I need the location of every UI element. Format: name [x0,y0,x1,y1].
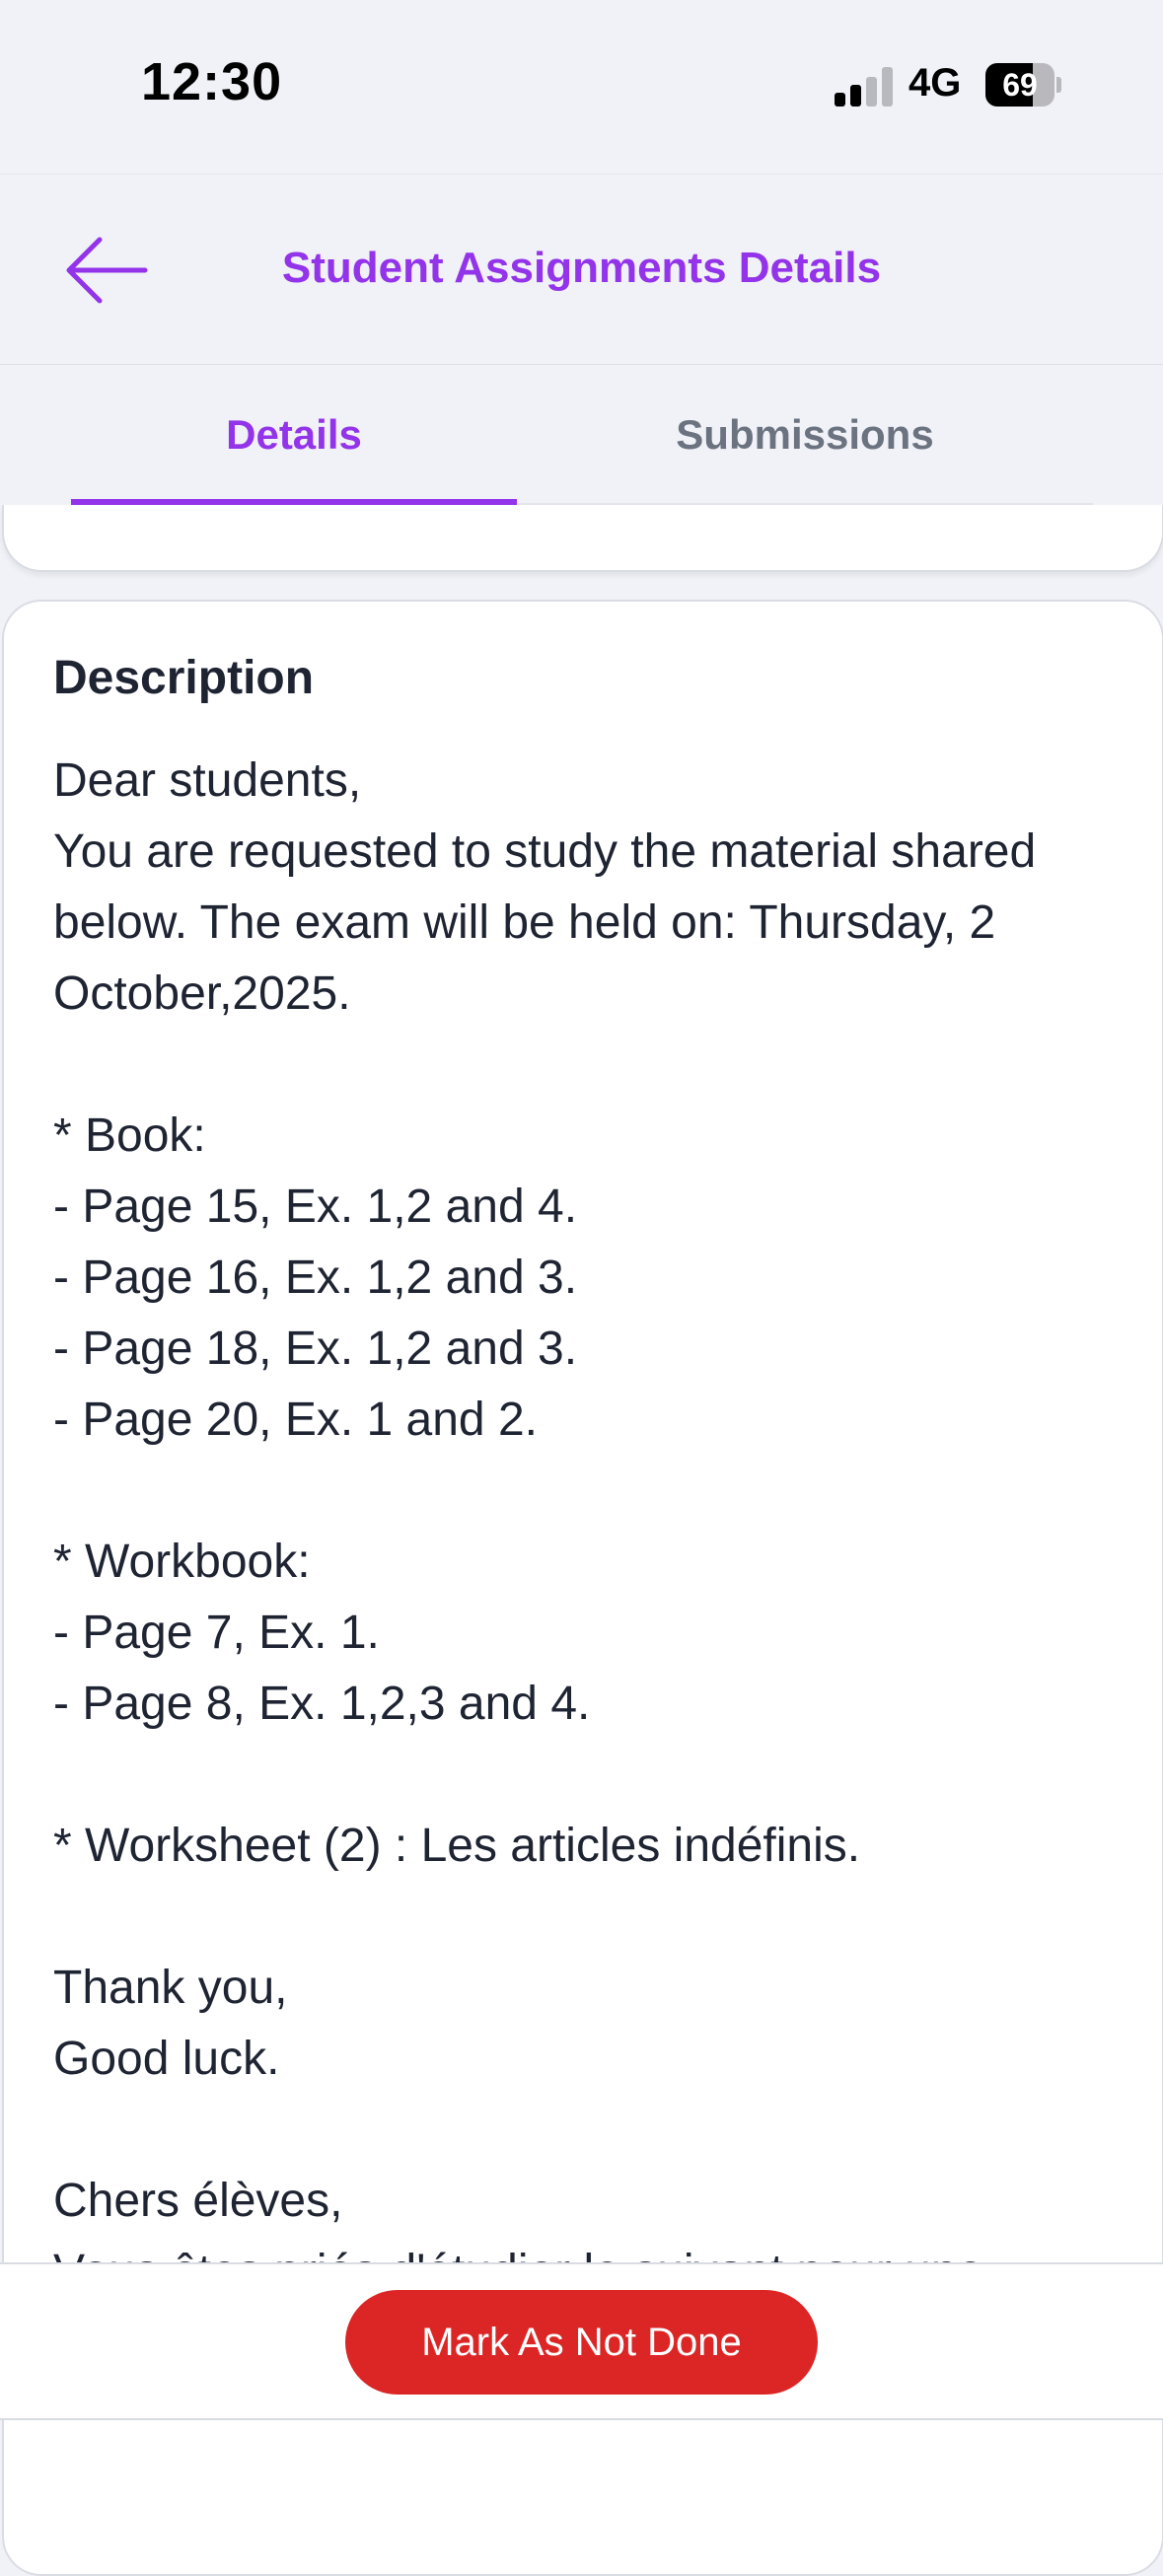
tab-details[interactable]: Details [226,411,362,458]
cellular-signal-icon [835,67,894,107]
status-bar [0,0,1163,172]
battery-percent: 69 [1002,67,1038,103]
battery-icon [985,63,1060,107]
status-time: 12:30 [141,52,283,111]
info-card [2,505,1163,572]
app-header [0,174,1163,366]
mark-as-not-done-button[interactable]: Mark As Not Done [345,2290,818,2395]
description-heading: Description [53,652,315,704]
tab-bar [0,365,1163,505]
network-type: 4G [909,61,962,105]
description-text: Dear students, You are requested to study the material shared below. The exam will be held on: Thursday, 2 October,2025. * Book: - Page 15, Ex. 1,2 and 4. - Page 16, Ex. 1,2 and 3. - Page 18, Ex. 1,2 and 3. - Page 20, Ex. 1 and 2. * Workbook: - Page 7, Ex. 1. - Page 8, Ex. 1,2,3 and 4. * Worksheet (2) : Les articles indéfinis. Thank you, Good luck. Chers élèves, [53,754,1037,2227]
tab-submissions[interactable]: Submissions [676,411,934,458]
page-title: Student Assignments Details [281,244,882,292]
bottom-action-bar [0,2262,1163,2420]
